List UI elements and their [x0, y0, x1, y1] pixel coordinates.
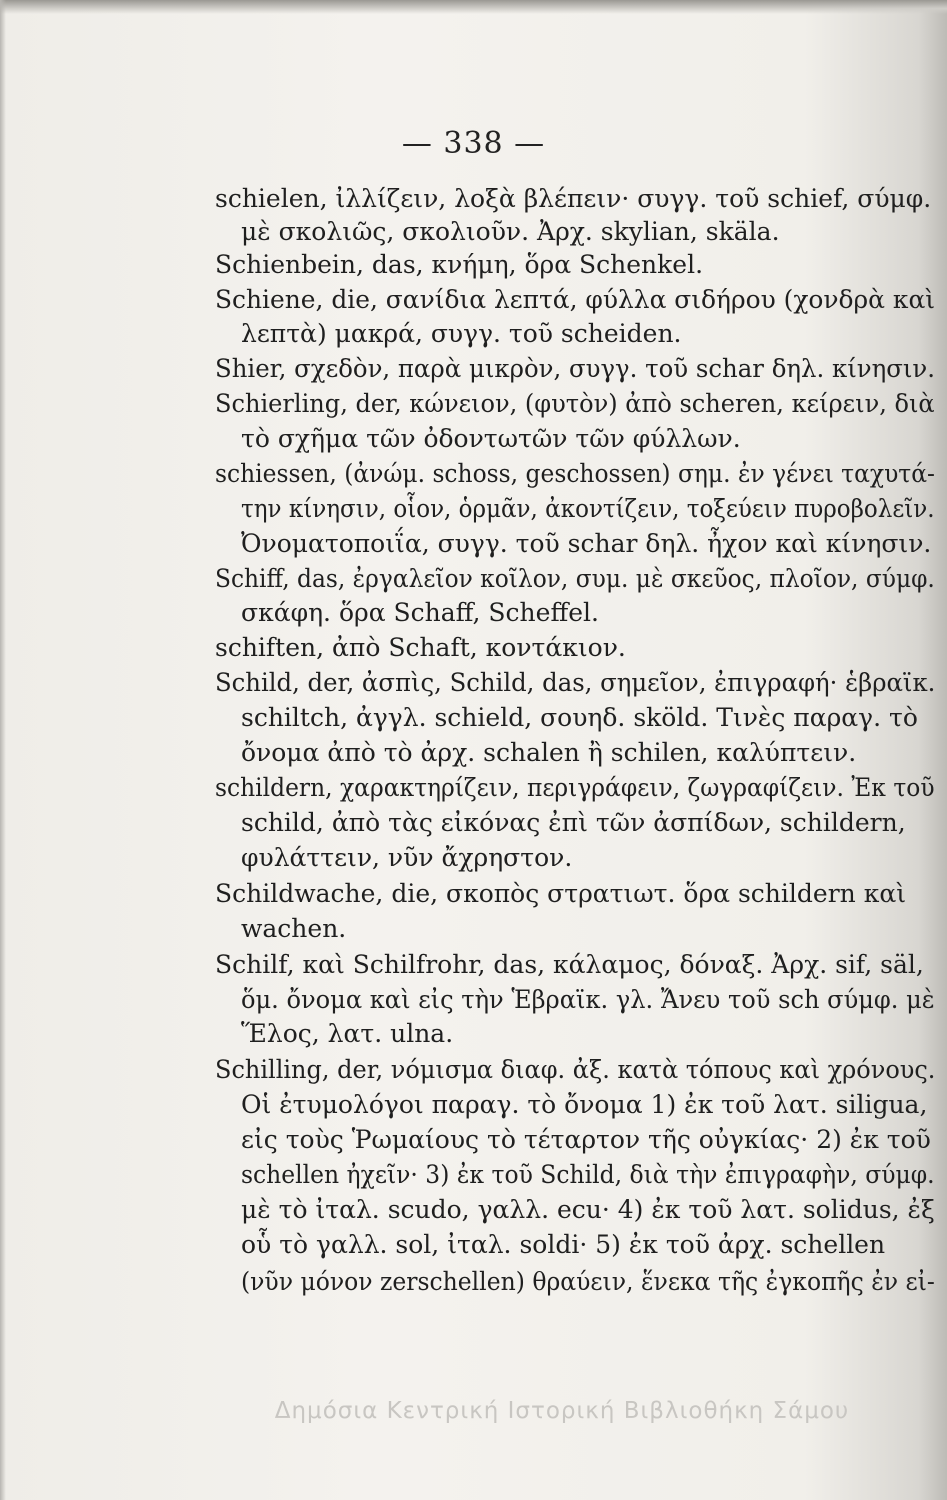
text-line: εἰς τοὺς Ῥωμαίους τὸ τέταρτον τῆς οὐγκίας· 2) ἐκ τοῦ — [241, 1125, 931, 1154]
text-line: schildern, χαρακτηρίζειν, περιγράφειν, ζωγραφίζειν. Ἐκ τοῦ — [215, 773, 935, 802]
text-line: λεπτὰ) μακρά, συγγ. τοῦ scheiden. — [241, 319, 682, 348]
text-line: Schierling, der, κώνειον, (φυτὸν) ἀπὸ scheren, κείρειν, διὰ — [215, 389, 935, 418]
text-line: την κίνησιν, οἷον, ὁρμᾶν, ἀκοντίζειν, τοξεύειν πυροβολεῖν. — [241, 494, 935, 523]
page-top-shadow — [0, 0, 947, 14]
text-line: Schildwache, die, σκοπὸς στρατιωτ. ὅρα schildern καὶ — [215, 879, 907, 908]
text-line: ὅμ. ὄνομα καὶ εἰς τὴν Ἑβραϊκ. γλ. Ἄνευ τοῦ sch σύμφ. μὲ — [241, 985, 935, 1014]
text-line: schiften, ἀπὸ Schaft, κοντάκιον. — [215, 633, 626, 662]
text-line: Schilling, der, νόμισμα διαφ. ἀξ. κατὰ τόπους καὶ χρόνους. — [215, 1055, 936, 1084]
text-line: Schild, der, ἀσπὶς, Schild, das, σημεῖον, ἐπιγραφή· ἑβραϊκ. — [215, 668, 936, 697]
text-line: schiltch, ἀγγλ. schield, σουηδ. sköld. Τινὲς παραγ. τὸ — [241, 703, 918, 732]
text-line: Schiene, die, σανίδια λεπτά, φύλλα σιδήρου (χονδρὰ καὶ — [215, 285, 936, 314]
text-line: μὲ σκολιῶς, σκολιοῦν. Ἀρχ. skylian, skäla. — [241, 217, 780, 246]
text-line: Οἱ ἐτυμολόγοι παραγ. τὸ ὄνομα 1) ἐκ τοῦ λατ. siligua, — [241, 1090, 928, 1119]
dictionary-entries — [0, 184, 947, 1384]
text-line: Schilf, καὶ Schilfrohr, das, κάλαμος, δόναξ. Ἀρχ. sif, säl, — [215, 950, 924, 979]
text-line: schiessen, (ἀνώμ. schoss, geschossen) σημ. ἐν γένει ταχυτά- — [215, 459, 935, 488]
text-line: Schiff, das, ἐργαλεῖον κοῖλον, συμ. μὲ σκεῦος, πλοῖον, σύμφ. — [215, 564, 935, 593]
page-number: — 338 — — [401, 126, 546, 161]
text-line: μὲ τὸ ἰταλ. scudo, γαλλ. ecu· 4) ἐκ τοῦ λατ. solidus, ἐξ — [241, 1195, 935, 1224]
text-line: οὗ τὸ γαλλ. sol, ἰταλ. soldi· 5) ἐκ τοῦ ἀρχ. schellen — [241, 1230, 886, 1259]
text-line: schielen, ἰλλίζειν, λοξὰ βλέπειν· συγγ. τοῦ schief, σύμφ. — [215, 184, 932, 213]
text-line: wachen. — [241, 914, 347, 943]
text-line: (νῦν μόνον zerschellen) θραύειν, ἕνεκα τῆς ἐγκοπῆς ἐν εἰ- — [241, 1267, 935, 1296]
text-line: φυλάττειν, νῦν ἄχρηστον. — [241, 843, 573, 872]
text-line: τὸ σχῆμα τῶν ὀδοντωτῶν τῶν φύλλων. — [241, 424, 741, 453]
text-line: schild, ἀπὸ τὰς εἰκόνας ἐπὶ τῶν ἀσπίδων, schildern, — [241, 808, 906, 837]
text-line: Ἕλος, λατ. ulna. — [241, 1019, 454, 1048]
library-watermark: Δημόσια Κεντρική Ιστορική Βιβλιοθήκη Σάμου — [274, 1398, 850, 1424]
text-line: Schienbein, das, κνήμη, ὅρα Schenkel. — [215, 250, 704, 279]
text-line: Ὀνοματοποιΐα, συγγ. τοῦ schar δηλ. ἦχον καὶ κίνησιν. — [241, 529, 932, 558]
text-line: schellen ἠχεῖν· 3) ἐκ τοῦ Schild, διὰ τὴν ἐπιγραφὴν, σύμφ. — [241, 1160, 935, 1189]
text-line: ὄνομα ἀπὸ τὸ ἀρχ. schalen ἢ schilen, καλύπτειν. — [241, 738, 857, 767]
text-line: Shier, σχεδὸν, παρὰ μικρὸν, συγγ. τοῦ schar δηλ. κίνησιν. — [215, 354, 936, 383]
text-line: σκάφη. ὅρα Schaff, Scheffel. — [241, 598, 599, 627]
